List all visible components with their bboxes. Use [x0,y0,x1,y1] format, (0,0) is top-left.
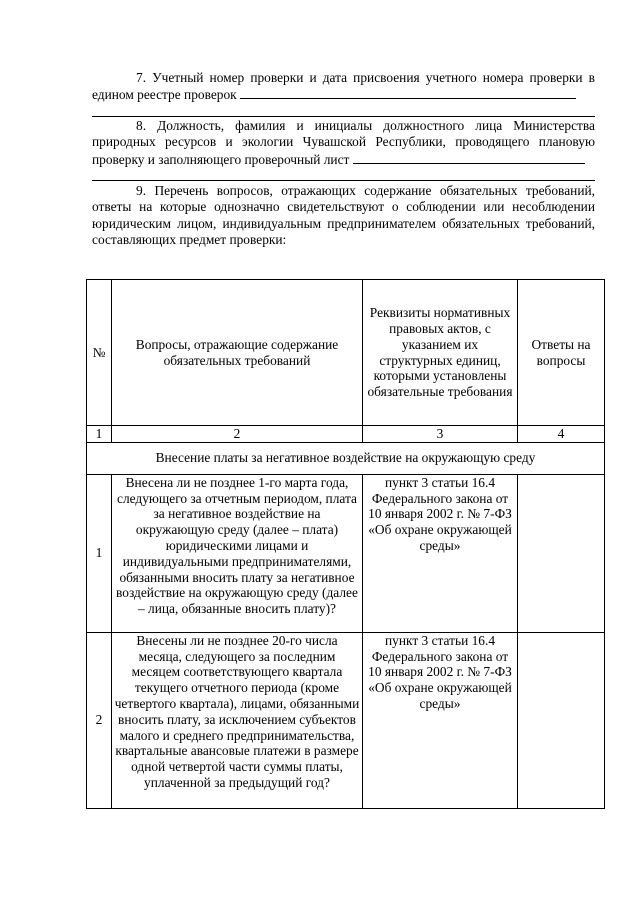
column-number: 2 [112,426,363,443]
table-row [87,632,605,808]
item-9 [92,183,595,248]
table-header-row [87,280,605,426]
divider-line [92,116,595,117]
header-requisites: Реквизиты нормативных правовых актов, с указанием их структурных единиц, которыми установлены обязательные требования [363,280,518,426]
section-title: Внесение платы за негативное воздействие на окружающую среду [87,442,605,474]
section-row [87,442,605,474]
row-requisites: пункт 3 статьи 16.4 Федерального закона от 10 января 2002 г. № 7-ФЗ «Об охране окружающей среды» [363,632,518,808]
column-numbers-row [87,426,605,443]
item-7 [92,70,595,104]
requirements-table [86,279,605,809]
column-number: 4 [518,426,605,443]
table-row [87,474,605,632]
row-number: 1 [87,474,112,632]
fill-line[interactable] [240,86,576,99]
column-number: 3 [363,426,518,443]
fill-line[interactable] [353,151,585,164]
row-question: Внесена ли не позднее 1-го марта года, следующего за отчетным периодом, плата за негативное воздействие на окружающую среду (далее – плата) юридическими лицами и индивидуальными предпринимателями, обязанными вносить плату за негативное воздействие на окружающую среду (далее – лица, обязанные вносить плату)? [112,474,363,632]
row-question: Внесены ли не позднее 20-го числа месяца, следующего за последним месяцем соответствующего квартала текущего отчетного периода (кроме четвертого квартала), лицами, обязанными вносить плату, за исключением субъектов малого и среднего предпринимательства, квартальные авансовые платежи в размере одной четвертой части суммы платы, уплаченной за предыдущий год? [112,632,363,808]
item-8-text: 8. Должность, фамилия и инициалы должностного лица Министерства природных ресурсов и экологии Чувашской Республики, проводящего плановую проверку и заполняющего проверочный лист [92,118,595,167]
column-number: 1 [87,426,112,443]
header-number: № [87,280,112,426]
item-8 [92,118,595,168]
item-7-text: 7. Учетный номер проверки и дата присвоения учетного номера проверки в едином реестре проверок [92,70,595,103]
row-answer[interactable] [518,474,605,632]
row-requisites: пункт 3 статьи 16.4 Федерального закона от 10 января 2002 г. № 7-ФЗ «Об охране окружающей среды» [363,474,518,632]
header-answers: Ответы на вопросы [518,280,605,426]
row-number: 2 [87,632,112,808]
item-9-text: 9. Перечень вопросов, отражающих содержание обязательных требований, ответы на которые однозначно свидетельствуют о соблюдении или несоблюдении юридическим лицом, индивидуальным предпринимателем обязательных требований, составляющих предмет проверки: [92,183,595,247]
divider-line [92,180,595,181]
row-answer[interactable] [518,632,605,808]
header-questions: Вопросы, отражающие содержание обязательных требований [112,280,363,426]
